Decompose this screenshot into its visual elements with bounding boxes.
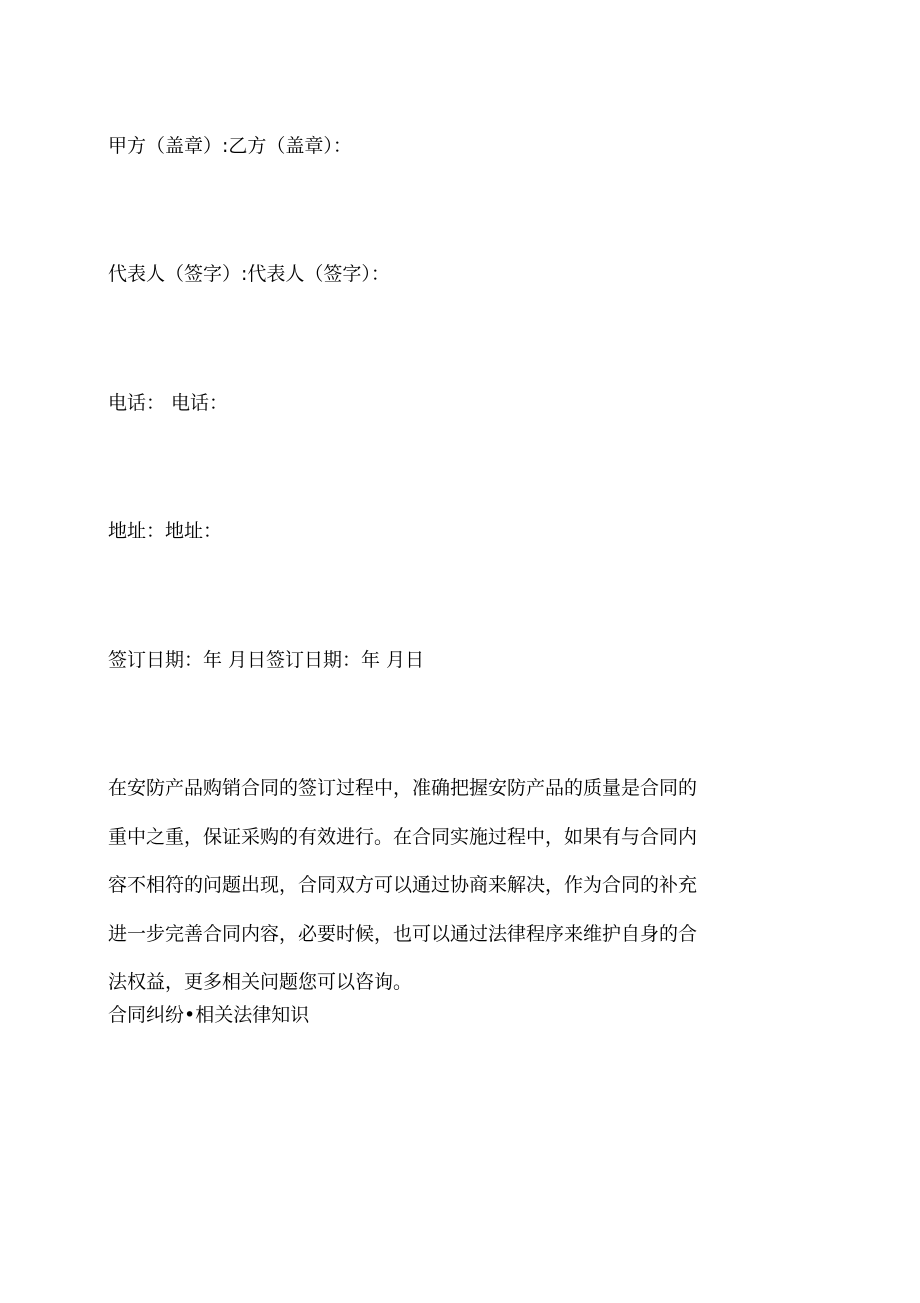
summary-line: 容不相符的问题出现，合同双方可以通过协商来解决，作为合同的补充 [108, 874, 698, 896]
representative-signature-line: 代表人（签字）:代表人（签字）： [108, 263, 390, 285]
summary-line: 进一步完善合同内容，必要时候，也可以通过法律程序来维护自身的合 [108, 922, 698, 945]
summary-paragraph [108, 776, 728, 994]
signing-date-line: 签订日期：年 月日签订日期：年 月日 [108, 649, 425, 671]
summary-line: 在安防产品购销合同的签订过程中，准确把握安防产品的质量是合同的 [108, 777, 698, 799]
summary-line: 重中之重，保证采购的有效进行。在合同实施过程中，如果有与合同内 [108, 825, 698, 848]
phone-line: 电话： 电话： [108, 392, 229, 414]
address-line: 地址：地址： [108, 520, 223, 542]
summary-line: 法权益，更多相关问题您可以咨询。 [108, 971, 413, 993]
party-seal-line: 甲方（盖章）:乙方（盖章）： [108, 135, 352, 157]
related-legal-knowledge-link[interactable]: 合同纠纷•相关法律知识 [108, 1004, 310, 1026]
